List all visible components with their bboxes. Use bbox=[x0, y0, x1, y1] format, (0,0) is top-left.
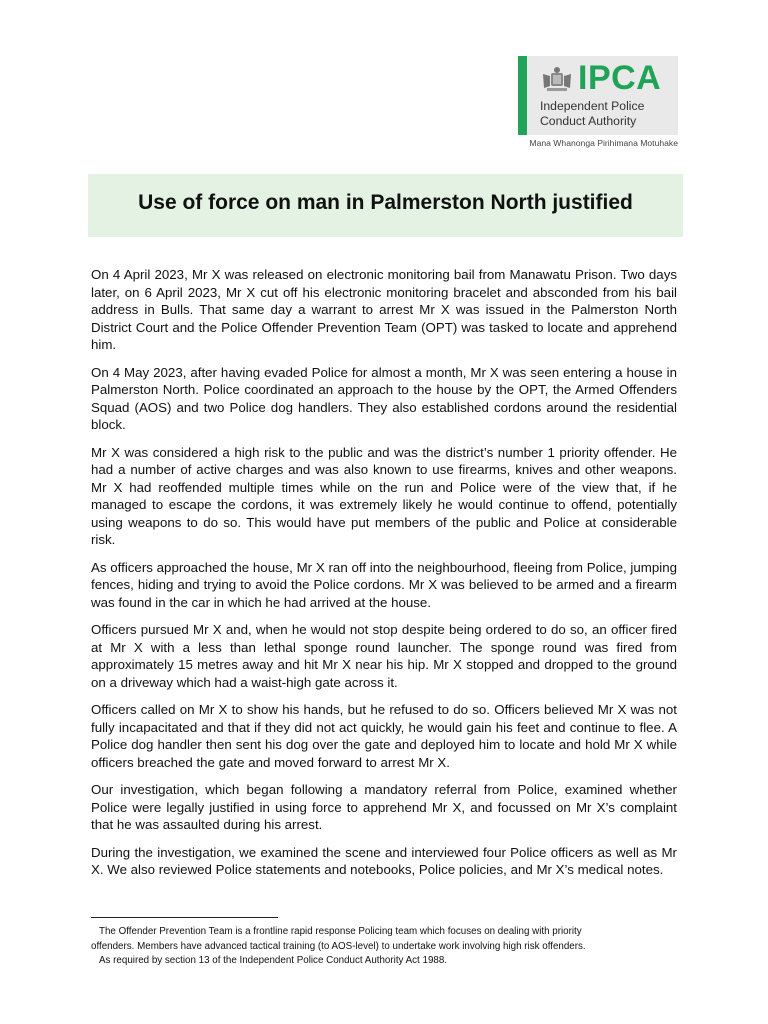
footnotes bbox=[91, 925, 677, 969]
paragraph: On 4 May 2023, after having evaded Police for almost a month, Mr X was seen entering a house in Palmerston North. Police coordinated an approach to the house by the OPT, the Armed Offenders Squad (AOS) and two Police dog handlers. They also established cordons around the residential block. bbox=[91, 364, 677, 432]
page-title: Use of force on man in Palmerston North justified bbox=[138, 191, 633, 214]
paragraph: Officers pursued Mr X and, when he would not stop despite being ordered to do so, an officer fired at Mr X with a less than lethal sponge round launcher. The sponge round was fired from approximately 15 metres away and hit Mr X near his hip. Mr X stopped and dropped to the ground on a driveway which had a waist-high gate across it. bbox=[91, 622, 677, 690]
logo-accent-bar bbox=[518, 56, 527, 135]
footnote-1: The Offender Prevention Team is a frontline rapid response Policing team which focuses on dealing with priority bbox=[99, 926, 582, 937]
ipca-logo bbox=[518, 56, 678, 135]
title-banner bbox=[88, 174, 683, 237]
footnote-2: As required by section 13 of the Independent Police Conduct Authority Act 1988. bbox=[99, 955, 448, 966]
footnote-1-cont: offenders. Members have advanced tactical training (to AOS-level) to undertake work involving high risk offenders. bbox=[91, 940, 586, 952]
paragraph: Officers called on Mr X to show his hands, but he refused to do so. Officers believed Mr X was not fully incapacitated and that if they did not act quickly, he would gain his feet and continue to flee. A Police dog handler then sent his dog over the gate and deployed him to locate and hold Mr X while officers breached the gate and moved forward to arrest Mr X. bbox=[91, 702, 677, 770]
paragraph: On 4 April 2023, Mr X was released on electronic monitoring bail from Manawatu Prison. Two days later, on 6 April 2023, Mr X cut off his electronic monitoring bracelet and absconded from his bail address in Bulls. That same day a warrant to arrest Mr X was issued in the Palmerston North District Court and the Police Offender Prevention Team (OPT) was tasked to locate and apprehend him. bbox=[91, 267, 677, 352]
footnote-divider bbox=[91, 917, 278, 918]
paragraph: Our investigation, which began following a mandatory referral from Police, examined whether Police were legally justified in using force to apprehend Mr X, and focussed on Mr X’s complaint that he was assaulted during his arrest. bbox=[91, 782, 677, 832]
logo-abbreviation: IPCA bbox=[578, 59, 662, 97]
logo-full-line1: Independent Police bbox=[540, 99, 645, 113]
paragraph: Mr X was considered a high risk to the public and was the district’s number 1 priority offender. He had a number of active charges and was also known to use firearms, knives and other weapons. Mr X had reoffended multiple times while on the run and Police were of the view that, if he managed to escape the cordons, it was extremely likely he would continue to offend, potentially using weapons to do so. This would have put members of the public and Police at considerable risk. bbox=[91, 444, 677, 547]
paragraph: During the investigation, we examined the scene and interviewed four Police officers as well as Mr X. We also reviewed Police statements and notebooks, Police policies, and Mr X’s medical notes. bbox=[91, 844, 677, 877]
logo-full-name bbox=[540, 99, 644, 129]
logo-tagline: Mana Whanonga Pirihimana Motuhake bbox=[529, 138, 678, 148]
coat-of-arms-icon bbox=[540, 66, 574, 92]
paragraph: As officers approached the house, Mr X ran off into the neighbourhood, fleeing from Police, jumping fences, hiding and trying to avoid the Police cordons. Mr X was believed to be armed and a firearm was found in the car in which he had arrived at the house. bbox=[91, 559, 677, 610]
logo-full-line2: Conduct Authority bbox=[540, 114, 637, 128]
article-body bbox=[91, 266, 677, 889]
